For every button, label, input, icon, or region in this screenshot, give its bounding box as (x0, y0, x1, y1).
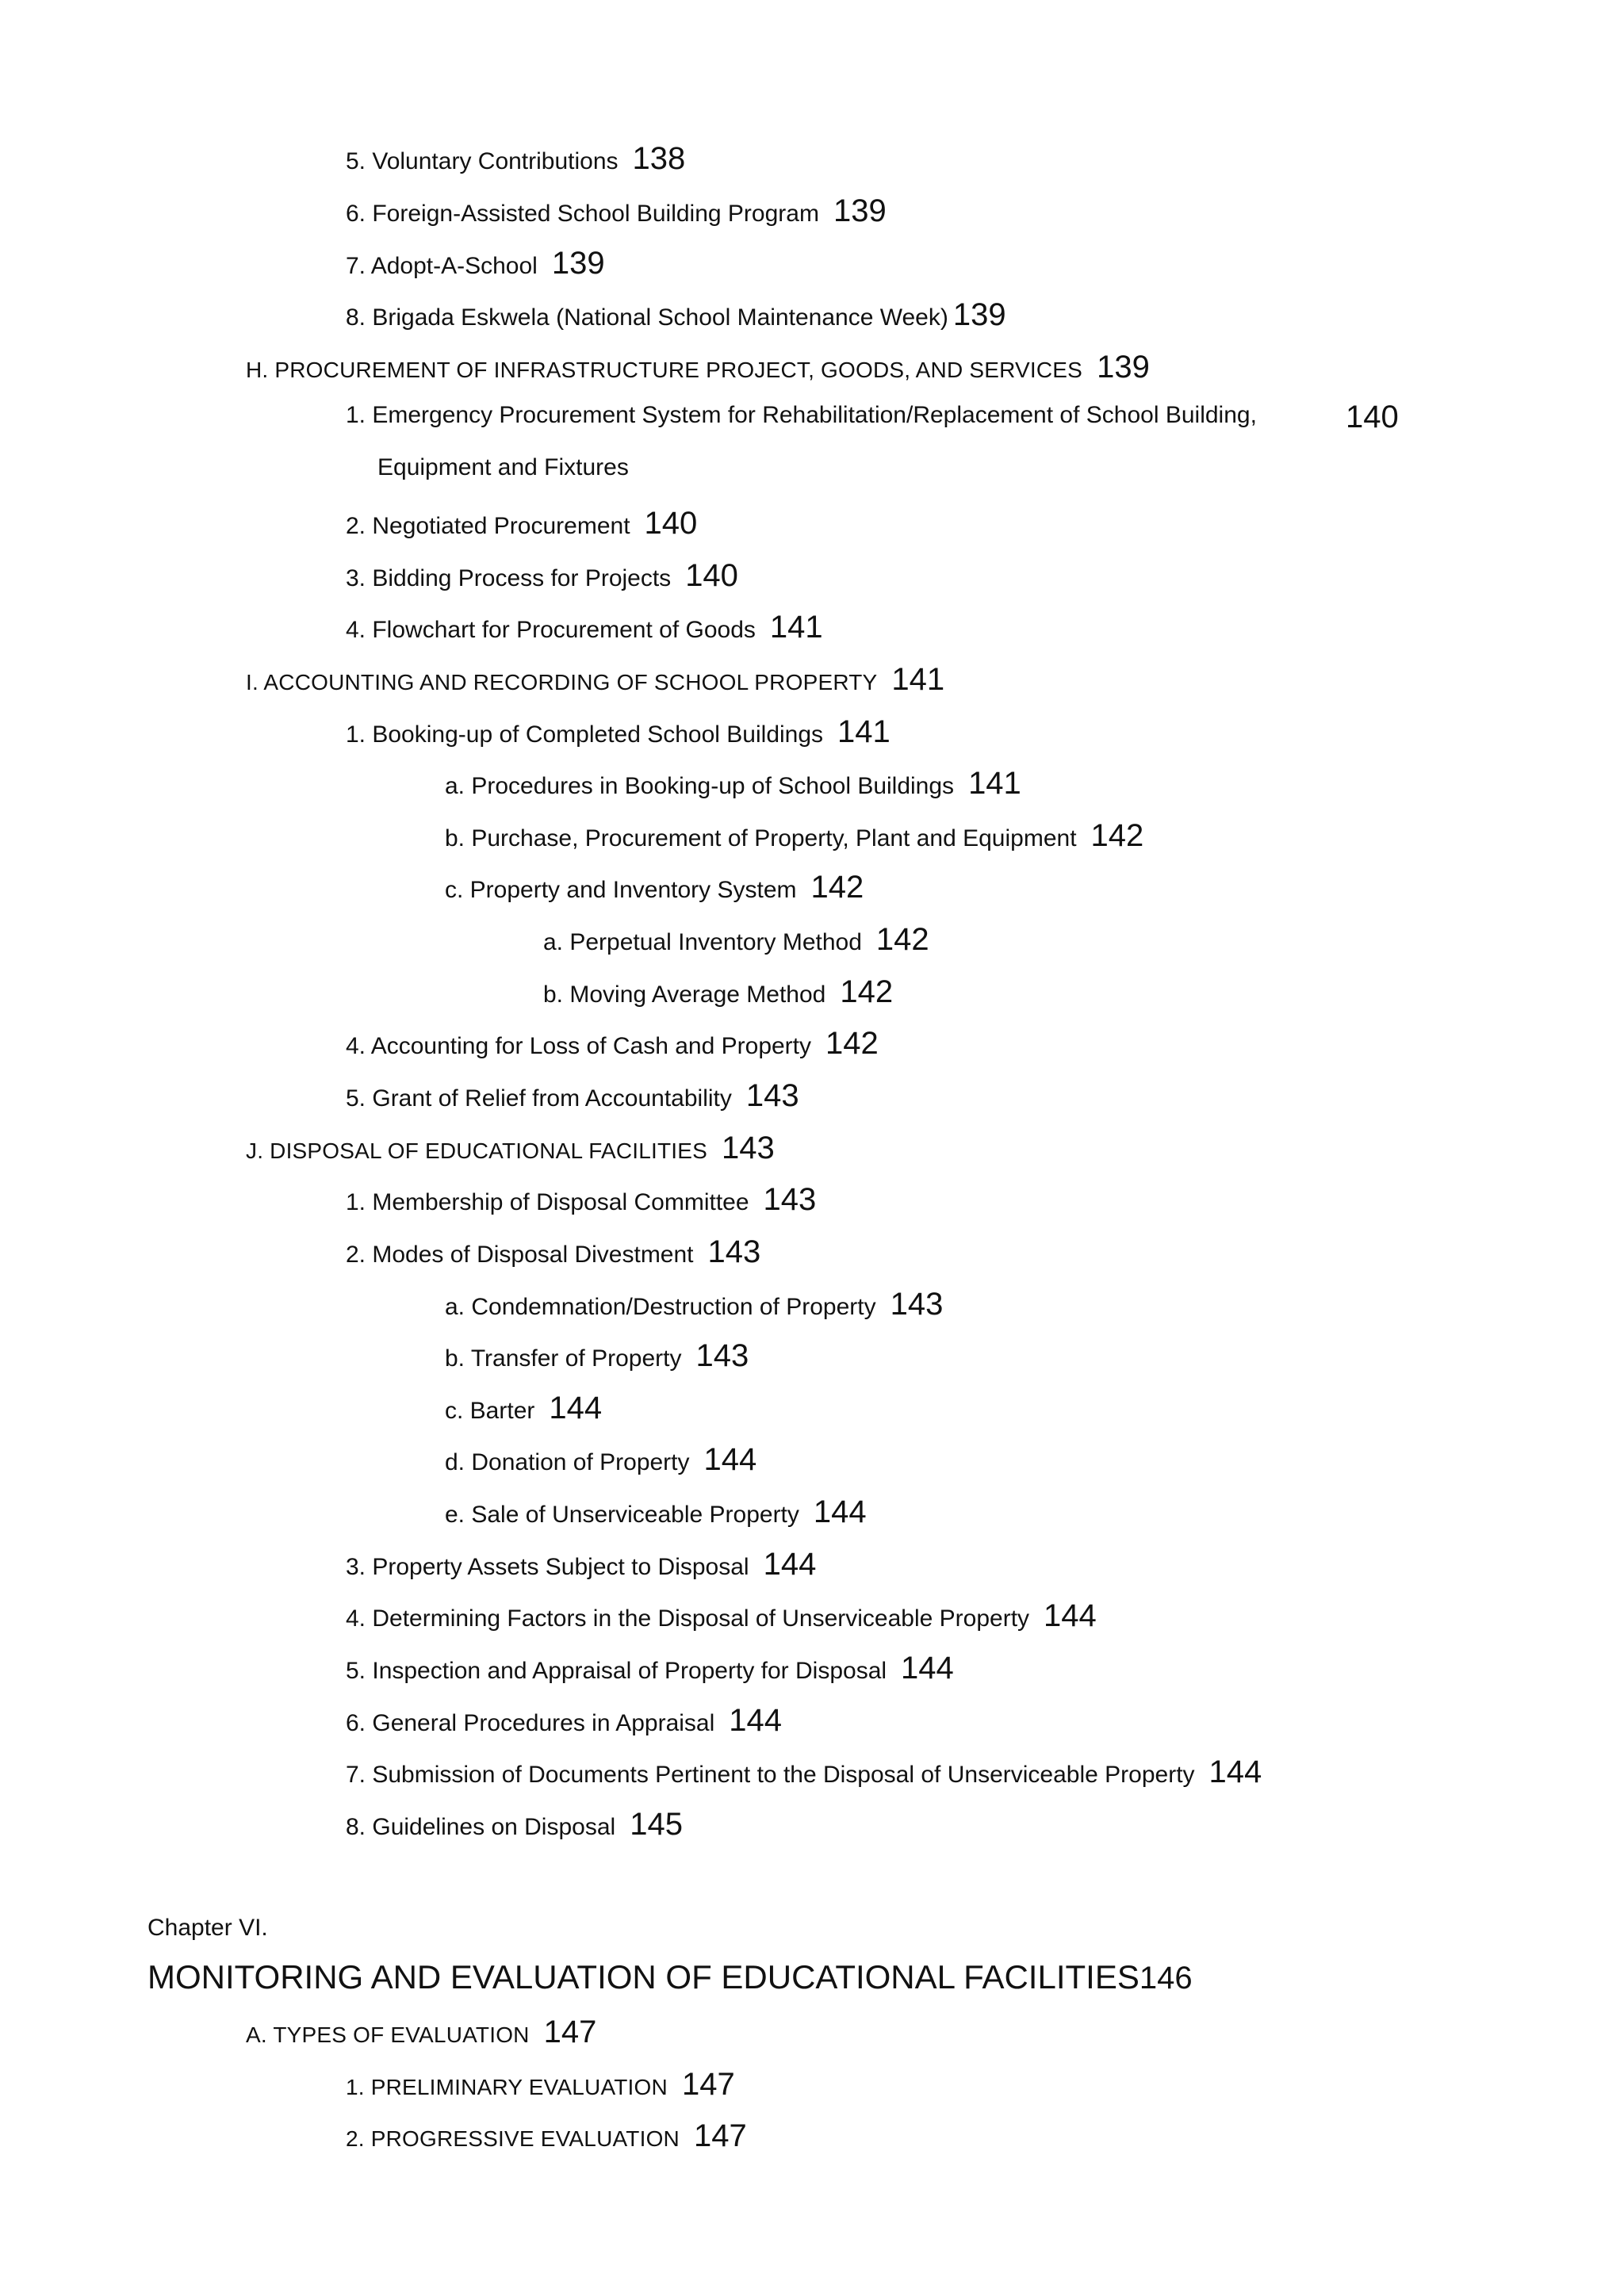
toc-page-number: 140 (644, 506, 698, 541)
toc-page-number: 139 (551, 246, 605, 281)
toc-entry-label: 2. Modes of Disposal Divestment (346, 1242, 694, 1268)
toc-page-number: 144 (901, 1651, 954, 1686)
toc-entry-label: d. Donation of Property (445, 1449, 690, 1475)
toc-page-number: 139 (952, 297, 1006, 332)
toc-page-number: 143 (745, 1078, 799, 1113)
toc-page-number: 144 (729, 1703, 783, 1738)
chapter-title (147, 1958, 1193, 1996)
toc-entry-label: 8. Brigada Eskwela (National School Maintenance Week) (346, 304, 948, 331)
toc-entry-label: c. Property and Inventory System (445, 877, 797, 903)
toc-entry-label: 2. Negotiated Procurement (346, 513, 630, 539)
toc-entry-label: 2. PROGRESSIVE EVALUATION (346, 2126, 680, 2151)
toc-page-number: 140 (1346, 400, 1399, 434)
toc-entry-label: 1. PRELIMINARY EVALUATION (346, 2075, 668, 2099)
toc-entry (445, 1444, 756, 1475)
toc-page-number: 143 (722, 1131, 775, 1165)
toc-entry (346, 2120, 747, 2152)
toc-page-number: 144 (813, 1494, 867, 1529)
toc-entry (346, 716, 891, 748)
toc-entry (346, 507, 697, 539)
toc-entry-label: 3. Bidding Process for Projects (346, 565, 672, 591)
toc-entry-label: a. Perpetual Inventory Method (543, 929, 862, 955)
toc-page-number: 141 (891, 662, 945, 697)
toc-entry (346, 1080, 799, 1112)
toc-section-heading (246, 2016, 596, 2048)
toc-page-number: 143 (890, 1287, 944, 1322)
toc-page-number: 140 (685, 558, 738, 593)
toc-entry-label: 1. Booking-up of Completed School Buildings (346, 721, 824, 748)
toc-entry-label: b. Moving Average Method (543, 982, 826, 1008)
toc-entry (346, 1548, 816, 1580)
toc-entry-label: c. Barter (445, 1398, 535, 1424)
toc-entry (346, 1236, 760, 1268)
toc-page-number: 144 (763, 1547, 817, 1582)
toc-entry (445, 1340, 749, 1372)
toc-page-number: 141 (968, 766, 1021, 801)
toc-entry-label-continued: Equipment and Fixtures (377, 454, 629, 480)
toc-entry-label: 1. Emergency Procurement System for Rehabilitation/Replacement of School Building, (346, 402, 1257, 428)
toc-entry-label: 4. Flowchart for Procurement of Goods (346, 617, 756, 643)
toc-entry (543, 976, 893, 1008)
toc-entry (445, 820, 1143, 851)
toc-page-number: 143 (707, 1234, 761, 1269)
toc-entry (445, 1496, 867, 1528)
toc-entry (346, 2068, 735, 2100)
toc-page-number: 138 (632, 141, 686, 176)
toc-page-number: 142 (825, 1026, 879, 1061)
toc-entry (346, 560, 738, 591)
toc-entry (346, 195, 887, 227)
toc-entry-label: e. Sale of Unserviceable Property (445, 1502, 799, 1528)
toc-entry-label: 4. Determining Factors in the Disposal of Unserviceable Property (346, 1605, 1030, 1632)
toc-entry-label: a. Procedures in Booking-up of School Buildings (445, 773, 955, 799)
toc-page-number: 145 (630, 1807, 683, 1842)
toc-entry-label: 7. Submission of Documents Pertinent to the Disposal of Unserviceable Property (346, 1762, 1195, 1788)
chapter-title-text: MONITORING AND EVALUATION OF EDUCATIONAL FACILITIES (147, 1958, 1139, 1996)
toc-section-heading (246, 664, 944, 695)
toc-entry (346, 143, 685, 174)
toc-entry (445, 1392, 602, 1424)
toc-page-number: 144 (549, 1391, 603, 1425)
toc-entry (346, 299, 1006, 331)
chapter-label: Chapter VI. (147, 1915, 268, 1941)
toc-entry (346, 404, 1257, 427)
toc-page-number: 141 (837, 714, 891, 749)
toc-entry-label: 4. Accounting for Loss of Cash and Property (346, 1033, 812, 1059)
toc-entry (346, 1705, 782, 1736)
toc-entry (346, 1184, 816, 1215)
toc-entry-label: H. PROCUREMENT OF INFRASTRUCTURE PROJECT, GOODS, AND SERVICES (246, 358, 1083, 382)
toc-entry-label: 5. Grant of Relief from Accountability (346, 1085, 732, 1112)
toc-page-number: 146 (1139, 1961, 1193, 1996)
toc-entry (445, 871, 864, 903)
toc-page-number: 139 (1097, 350, 1150, 385)
toc-entry-label: A. TYPES OF EVALUATION (246, 2022, 530, 2047)
toc-page-number: 142 (840, 974, 894, 1009)
toc-entry (346, 1600, 1097, 1632)
toc-entry-label: 5. Inspection and Appraisal of Property for Disposal (346, 1658, 887, 1684)
toc-page-number: 144 (1208, 1755, 1262, 1789)
toc-entry-label: 6. Foreign-Assisted School Building Program (346, 201, 819, 227)
toc-page-number: 147 (693, 2118, 747, 2153)
toc-entry-label: b. Purchase, Procurement of Property, Plant and Equipment (445, 825, 1077, 851)
toc-section-heading (246, 1132, 775, 1164)
toc-entry-label: J. DISPOSAL OF EDUCATIONAL FACILITIES (246, 1138, 708, 1163)
toc-page-number: 141 (769, 610, 823, 645)
toc-entry (346, 247, 605, 279)
toc-entry (346, 1808, 683, 1840)
toc-entry (543, 924, 929, 955)
toc-entry-label: a. Condemnation/Destruction of Property (445, 1294, 876, 1320)
toc-section-heading (246, 351, 1150, 383)
toc-entry-label: 3. Property Assets Subject to Disposal (346, 1554, 749, 1580)
toc-entry (445, 767, 1021, 799)
toc-entry (346, 611, 823, 643)
toc-entry-label: 8. Guidelines on Disposal (346, 1814, 616, 1840)
toc-page-number: 142 (1090, 818, 1144, 853)
toc-page-number: 139 (833, 193, 887, 228)
toc-page-number: 143 (695, 1338, 749, 1373)
toc-entry (445, 1288, 943, 1320)
toc-entry-label: I. ACCOUNTING AND RECORDING OF SCHOOL PROPERTY (246, 670, 878, 695)
toc-entry (346, 1756, 1262, 1788)
toc-entry-label: 1. Membership of Disposal Committee (346, 1189, 749, 1215)
toc-page-number: 147 (543, 2015, 597, 2049)
toc-entry (346, 1652, 954, 1684)
toc-page-number: 142 (875, 922, 929, 957)
toc-page-number: 144 (703, 1442, 757, 1477)
toc-entry (346, 1027, 879, 1059)
toc-entry-label: b. Transfer of Property (445, 1345, 682, 1372)
toc-entry-label: 5. Voluntary Contributions (346, 148, 619, 174)
toc-page-number: 147 (681, 2067, 735, 2102)
toc-page-number: 142 (810, 870, 864, 905)
toc-entry-label: 6. General Procedures in Appraisal (346, 1710, 715, 1736)
toc-page-number: 144 (1044, 1598, 1097, 1633)
toc-page-number: 143 (763, 1182, 817, 1217)
toc-entry-label: 7. Adopt-A-School (346, 253, 538, 279)
